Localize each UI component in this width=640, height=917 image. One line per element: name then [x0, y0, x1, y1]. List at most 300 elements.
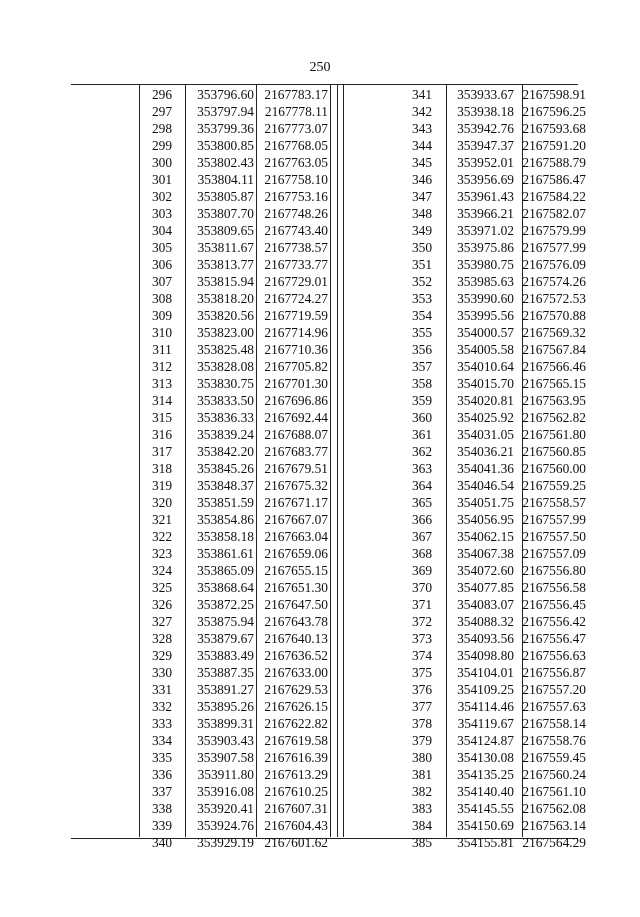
- table-row: [398, 613, 588, 630]
- x-coordinate: 353858.18: [197, 529, 254, 544]
- point-number: 358: [411, 376, 433, 391]
- point-number: 364: [411, 478, 433, 493]
- point-number: 345: [411, 155, 433, 170]
- y-coordinate: 2167724.27: [264, 291, 328, 306]
- x-coordinate: 353823.00: [197, 325, 254, 340]
- point-number: 357: [411, 359, 433, 374]
- point-number: 361: [411, 427, 433, 442]
- point-number: 340: [151, 835, 173, 850]
- table-row: [398, 494, 588, 511]
- point-number: 338: [151, 801, 173, 816]
- x-coordinate: 353875.94: [197, 614, 254, 629]
- y-coordinate: 2167758.10: [264, 172, 328, 187]
- y-coordinate: 2167557.99: [522, 512, 586, 527]
- point-number: 326: [151, 597, 173, 612]
- point-number: 372: [411, 614, 433, 629]
- y-coordinate: 2167688.07: [264, 427, 328, 442]
- y-coordinate: 2167626.15: [264, 699, 328, 714]
- y-coordinate: 2167675.32: [264, 478, 328, 493]
- x-coordinate: 353929.19: [197, 835, 254, 850]
- y-coordinate: 2167613.29: [264, 767, 328, 782]
- x-coordinate: 354093.56: [457, 631, 514, 646]
- table-row: [398, 749, 588, 766]
- x-coordinate: 353872.25: [197, 597, 254, 612]
- point-number: 352: [411, 274, 433, 289]
- table-row: [398, 681, 588, 698]
- x-coordinate: 354104.01: [457, 665, 514, 680]
- y-coordinate: 2167591.20: [522, 138, 586, 153]
- y-coordinate: 2167556.87: [522, 665, 586, 680]
- table-row: [398, 715, 588, 732]
- x-coordinate: 354077.85: [457, 580, 514, 595]
- y-coordinate: 2167768.05: [264, 138, 328, 153]
- table-row: [139, 409, 330, 426]
- y-coordinate: 2167560.24: [522, 767, 586, 782]
- point-number: 378: [411, 716, 433, 731]
- y-coordinate: 2167714.96: [264, 325, 328, 340]
- y-coordinate: 2167556.80: [522, 563, 586, 578]
- point-number: 317: [151, 444, 173, 459]
- x-coordinate: 354145.55: [457, 801, 514, 816]
- x-coordinate: 353818.20: [197, 291, 254, 306]
- x-coordinate: 354083.07: [457, 597, 514, 612]
- point-number: 324: [151, 563, 173, 578]
- table-row: [398, 834, 588, 851]
- point-number: 376: [411, 682, 433, 697]
- x-coordinate: 354124.87: [457, 733, 514, 748]
- x-coordinate: 353895.26: [197, 699, 254, 714]
- table-row: [139, 392, 330, 409]
- coordinates-table-right: [398, 86, 588, 851]
- point-number: 303: [151, 206, 173, 221]
- page-number: 250: [309, 60, 331, 75]
- x-coordinate: 353809.65: [197, 223, 254, 238]
- x-coordinate: 353825.48: [197, 342, 254, 357]
- point-number: 369: [411, 563, 433, 578]
- x-coordinate: 353966.21: [457, 206, 514, 221]
- x-coordinate: 353916.08: [197, 784, 254, 799]
- x-coordinate: 354062.15: [457, 529, 514, 544]
- x-coordinate: 354041.36: [457, 461, 514, 476]
- table-row: [398, 783, 588, 800]
- y-coordinate: 2167683.77: [264, 444, 328, 459]
- x-coordinate: 354130.08: [457, 750, 514, 765]
- y-coordinate: 2167692.44: [264, 410, 328, 425]
- x-coordinate: 353942.76: [457, 121, 514, 136]
- point-number: 355: [411, 325, 433, 340]
- table-row: [139, 239, 330, 256]
- point-number: 348: [411, 206, 433, 221]
- point-number: 343: [411, 121, 433, 136]
- table-row: [398, 511, 588, 528]
- point-number: 341: [411, 87, 433, 102]
- point-number: 300: [151, 155, 173, 170]
- table-row: [398, 341, 588, 358]
- x-coordinate: 353848.37: [197, 478, 254, 493]
- y-coordinate: 2167563.14: [522, 818, 586, 833]
- x-coordinate: 354072.60: [457, 563, 514, 578]
- x-coordinate: 353980.75: [457, 257, 514, 272]
- x-coordinate: 353830.75: [197, 376, 254, 391]
- point-number: 306: [151, 257, 173, 272]
- x-coordinate: 354109.25: [457, 682, 514, 697]
- point-number: 305: [151, 240, 173, 255]
- table-row: [398, 698, 588, 715]
- point-number: 374: [411, 648, 433, 663]
- point-number: 367: [411, 529, 433, 544]
- table-row: [139, 715, 330, 732]
- x-coordinate: 354000.57: [457, 325, 514, 340]
- x-coordinate: 353828.08: [197, 359, 254, 374]
- table-rule: [337, 84, 338, 837]
- table-row: [398, 766, 588, 783]
- y-coordinate: 2167558.14: [522, 716, 586, 731]
- table-row: [139, 103, 330, 120]
- y-coordinate: 2167671.17: [264, 495, 328, 510]
- x-coordinate: 354020.81: [457, 393, 514, 408]
- table-row: [139, 375, 330, 392]
- x-coordinate: 354155.81: [457, 835, 514, 850]
- point-number: 316: [151, 427, 173, 442]
- table-row: [139, 188, 330, 205]
- y-coordinate: 2167633.00: [264, 665, 328, 680]
- table-row: [139, 341, 330, 358]
- table-row: [139, 647, 330, 664]
- y-coordinate: 2167588.79: [522, 155, 586, 170]
- table-row: [398, 579, 588, 596]
- x-coordinate: 353861.61: [197, 546, 254, 561]
- table-row: [398, 375, 588, 392]
- table-row: [398, 817, 588, 834]
- table-row: [139, 307, 330, 324]
- y-coordinate: 2167559.45: [522, 750, 586, 765]
- point-number: 335: [151, 750, 173, 765]
- y-coordinate: 2167651.30: [264, 580, 328, 595]
- y-coordinate: 2167667.07: [264, 512, 328, 527]
- y-coordinate: 2167729.01: [264, 274, 328, 289]
- table-row: [139, 664, 330, 681]
- table-row: [139, 273, 330, 290]
- y-coordinate: 2167565.15: [522, 376, 586, 391]
- point-number: 319: [151, 478, 173, 493]
- table-row: [139, 494, 330, 511]
- y-coordinate: 2167557.63: [522, 699, 586, 714]
- table-row: [398, 409, 588, 426]
- point-number: 327: [151, 614, 173, 629]
- y-coordinate: 2167763.05: [264, 155, 328, 170]
- x-coordinate: 353933.67: [457, 87, 514, 102]
- point-number: 330: [151, 665, 173, 680]
- y-coordinate: 2167748.26: [264, 206, 328, 221]
- table-row: [139, 358, 330, 375]
- table-row: [139, 800, 330, 817]
- y-coordinate: 2167773.07: [264, 121, 328, 136]
- table-row: [398, 103, 588, 120]
- point-number: 331: [151, 682, 173, 697]
- table-row: [398, 477, 588, 494]
- x-coordinate: 353865.09: [197, 563, 254, 578]
- table-row: [139, 256, 330, 273]
- y-coordinate: 2167701.30: [264, 376, 328, 391]
- y-coordinate: 2167663.04: [264, 529, 328, 544]
- x-coordinate: 354114.46: [457, 699, 514, 714]
- y-coordinate: 2167753.16: [264, 189, 328, 204]
- table-row: [398, 528, 588, 545]
- y-coordinate: 2167556.47: [522, 631, 586, 646]
- point-number: 382: [411, 784, 433, 799]
- x-coordinate: 353952.01: [457, 155, 514, 170]
- point-number: 314: [151, 393, 173, 408]
- table-row: [398, 154, 588, 171]
- x-coordinate: 353975.86: [457, 240, 514, 255]
- table-rule: [343, 84, 344, 837]
- point-number: 339: [151, 818, 173, 833]
- y-coordinate: 2167619.58: [264, 733, 328, 748]
- table-row: [398, 239, 588, 256]
- x-coordinate: 353804.11: [197, 172, 254, 187]
- x-coordinate: 354135.25: [457, 767, 514, 782]
- point-number: 337: [151, 784, 173, 799]
- point-number: 354: [411, 308, 433, 323]
- point-number: 371: [411, 597, 433, 612]
- y-coordinate: 2167679.51: [264, 461, 328, 476]
- point-number: 309: [151, 308, 173, 323]
- table-row: [139, 732, 330, 749]
- table-row: [398, 596, 588, 613]
- point-number: 334: [151, 733, 173, 748]
- point-number: 298: [151, 121, 173, 136]
- y-coordinate: 2167579.99: [522, 223, 586, 238]
- y-coordinate: 2167556.63: [522, 648, 586, 663]
- y-coordinate: 2167640.13: [264, 631, 328, 646]
- y-coordinate: 2167596.25: [522, 104, 586, 119]
- y-coordinate: 2167584.22: [522, 189, 586, 204]
- x-coordinate: 353924.76: [197, 818, 254, 833]
- point-number: 381: [411, 767, 433, 782]
- table-row: [139, 154, 330, 171]
- x-coordinate: 353887.35: [197, 665, 254, 680]
- table-row: [139, 443, 330, 460]
- x-coordinate: 353899.31: [197, 716, 254, 731]
- point-number: 353: [411, 291, 433, 306]
- y-coordinate: 2167659.06: [264, 546, 328, 561]
- point-number: 333: [151, 716, 173, 731]
- y-coordinate: 2167655.15: [264, 563, 328, 578]
- y-coordinate: 2167719.59: [264, 308, 328, 323]
- table-row: [398, 222, 588, 239]
- point-number: 311: [152, 342, 172, 357]
- x-coordinate: 353813.77: [197, 257, 254, 272]
- x-coordinate: 353938.18: [457, 104, 514, 119]
- x-coordinate: 354150.69: [457, 818, 514, 833]
- point-number: 296: [151, 87, 173, 102]
- point-number: 304: [151, 223, 173, 238]
- x-coordinate: 353956.69: [457, 172, 514, 187]
- point-number: 344: [411, 138, 433, 153]
- table-row: [139, 426, 330, 443]
- point-number: 360: [411, 410, 433, 425]
- point-number: 356: [411, 342, 433, 357]
- y-coordinate: 2167564.29: [522, 835, 586, 850]
- point-number: 349: [411, 223, 433, 238]
- point-number: 379: [411, 733, 433, 748]
- point-number: 359: [411, 393, 433, 408]
- table-row: [139, 86, 330, 103]
- x-coordinate: 353815.94: [197, 274, 254, 289]
- x-coordinate: 353820.56: [197, 308, 254, 323]
- table-row: [139, 477, 330, 494]
- x-coordinate: 353891.27: [197, 682, 254, 697]
- point-number: 301: [151, 172, 173, 187]
- x-coordinate: 354051.75: [457, 495, 514, 510]
- table-row: [398, 171, 588, 188]
- x-coordinate: 353796.60: [197, 87, 254, 102]
- x-coordinate: 354140.40: [457, 784, 514, 799]
- point-number: 329: [151, 648, 173, 663]
- table-row: [398, 443, 588, 460]
- table-row: [398, 290, 588, 307]
- point-number: 368: [411, 546, 433, 561]
- table-row: [398, 120, 588, 137]
- y-coordinate: 2167622.82: [264, 716, 328, 731]
- point-number: 383: [411, 801, 433, 816]
- y-coordinate: 2167561.80: [522, 427, 586, 442]
- x-coordinate: 354067.38: [457, 546, 514, 561]
- table-row: [398, 664, 588, 681]
- table-row: [398, 732, 588, 749]
- point-number: 312: [151, 359, 173, 374]
- table-row: [139, 681, 330, 698]
- table-row: [139, 579, 330, 596]
- point-number: 310: [151, 325, 173, 340]
- table-row: [398, 460, 588, 477]
- y-coordinate: 2167574.26: [522, 274, 586, 289]
- y-coordinate: 2167647.50: [264, 597, 328, 612]
- y-coordinate: 2167566.46: [522, 359, 586, 374]
- point-number: 351: [411, 257, 433, 272]
- coordinates-table-left: [139, 86, 330, 851]
- y-coordinate: 2167743.40: [264, 223, 328, 238]
- y-coordinate: 2167636.52: [264, 648, 328, 663]
- y-coordinate: 2167778.11: [264, 104, 328, 119]
- x-coordinate: 353799.36: [197, 121, 254, 136]
- x-coordinate: 354119.67: [457, 716, 514, 731]
- x-coordinate: 353851.59: [197, 495, 254, 510]
- table-row: [139, 766, 330, 783]
- y-coordinate: 2167696.86: [264, 393, 328, 408]
- table-row: [139, 834, 330, 851]
- y-coordinate: 2167577.99: [522, 240, 586, 255]
- table-row: [139, 528, 330, 545]
- y-coordinate: 2167557.09: [522, 546, 586, 561]
- x-coordinate: 354010.64: [457, 359, 514, 374]
- point-number: 380: [411, 750, 433, 765]
- point-number: 342: [411, 104, 433, 119]
- y-coordinate: 2167572.53: [522, 291, 586, 306]
- y-coordinate: 2167733.77: [264, 257, 328, 272]
- table-row: [139, 562, 330, 579]
- y-coordinate: 2167558.57: [522, 495, 586, 510]
- table-row: [139, 630, 330, 647]
- x-coordinate: 353836.33: [197, 410, 254, 425]
- x-coordinate: 353842.20: [197, 444, 254, 459]
- y-coordinate: 2167610.25: [264, 784, 328, 799]
- y-coordinate: 2167710.36: [264, 342, 328, 357]
- y-coordinate: 2167601.62: [264, 835, 328, 850]
- x-coordinate: 353811.67: [197, 240, 254, 255]
- table-row: [398, 392, 588, 409]
- y-coordinate: 2167556.45: [522, 597, 586, 612]
- table-row: [398, 800, 588, 817]
- point-number: 336: [151, 767, 173, 782]
- point-number: 366: [411, 512, 433, 527]
- table-row: [139, 783, 330, 800]
- x-coordinate: 353839.24: [197, 427, 254, 442]
- point-number: 308: [151, 291, 173, 306]
- table-row: [139, 120, 330, 137]
- point-number: 325: [151, 580, 173, 595]
- x-coordinate: 354088.32: [457, 614, 514, 629]
- y-coordinate: 2167557.50: [522, 529, 586, 544]
- y-coordinate: 2167570.88: [522, 308, 586, 323]
- table-row: [398, 426, 588, 443]
- y-coordinate: 2167560.85: [522, 444, 586, 459]
- y-coordinate: 2167562.82: [522, 410, 586, 425]
- point-number: 313: [151, 376, 173, 391]
- y-coordinate: 2167561.10: [522, 784, 586, 799]
- point-number: 350: [411, 240, 433, 255]
- y-coordinate: 2167560.00: [522, 461, 586, 476]
- y-coordinate: 2167586.47: [522, 172, 586, 187]
- y-coordinate: 2167556.42: [522, 614, 586, 629]
- x-coordinate: 353947.37: [457, 138, 514, 153]
- table-row: [139, 749, 330, 766]
- table-row: [139, 596, 330, 613]
- y-coordinate: 2167562.08: [522, 801, 586, 816]
- x-coordinate: 353971.02: [457, 223, 514, 238]
- y-coordinate: 2167629.53: [264, 682, 328, 697]
- point-number: 384: [411, 818, 433, 833]
- y-coordinate: 2167563.95: [522, 393, 586, 408]
- y-coordinate: 2167643.78: [264, 614, 328, 629]
- x-coordinate: 354025.92: [457, 410, 514, 425]
- table-row: [398, 205, 588, 222]
- point-number: 320: [151, 495, 173, 510]
- y-coordinate: 2167567.84: [522, 342, 586, 357]
- point-number: 385: [411, 835, 433, 850]
- x-coordinate: 353868.64: [197, 580, 254, 595]
- table-row: [139, 222, 330, 239]
- x-coordinate: 354046.54: [457, 478, 514, 493]
- x-coordinate: 353854.86: [197, 512, 254, 527]
- table-row: [398, 647, 588, 664]
- x-coordinate: 353807.70: [197, 206, 254, 221]
- x-coordinate: 353907.58: [197, 750, 254, 765]
- y-coordinate: 2167783.17: [264, 87, 328, 102]
- table-row: [398, 324, 588, 341]
- table-row: [139, 511, 330, 528]
- table-row: [139, 137, 330, 154]
- point-number: 299: [151, 138, 173, 153]
- table-row: [139, 171, 330, 188]
- x-coordinate: 353985.63: [457, 274, 514, 289]
- x-coordinate: 354098.80: [457, 648, 514, 663]
- x-coordinate: 354005.58: [457, 342, 514, 357]
- table-row: [398, 256, 588, 273]
- point-number: 307: [151, 274, 173, 289]
- point-number: 346: [411, 172, 433, 187]
- table-row: [139, 324, 330, 341]
